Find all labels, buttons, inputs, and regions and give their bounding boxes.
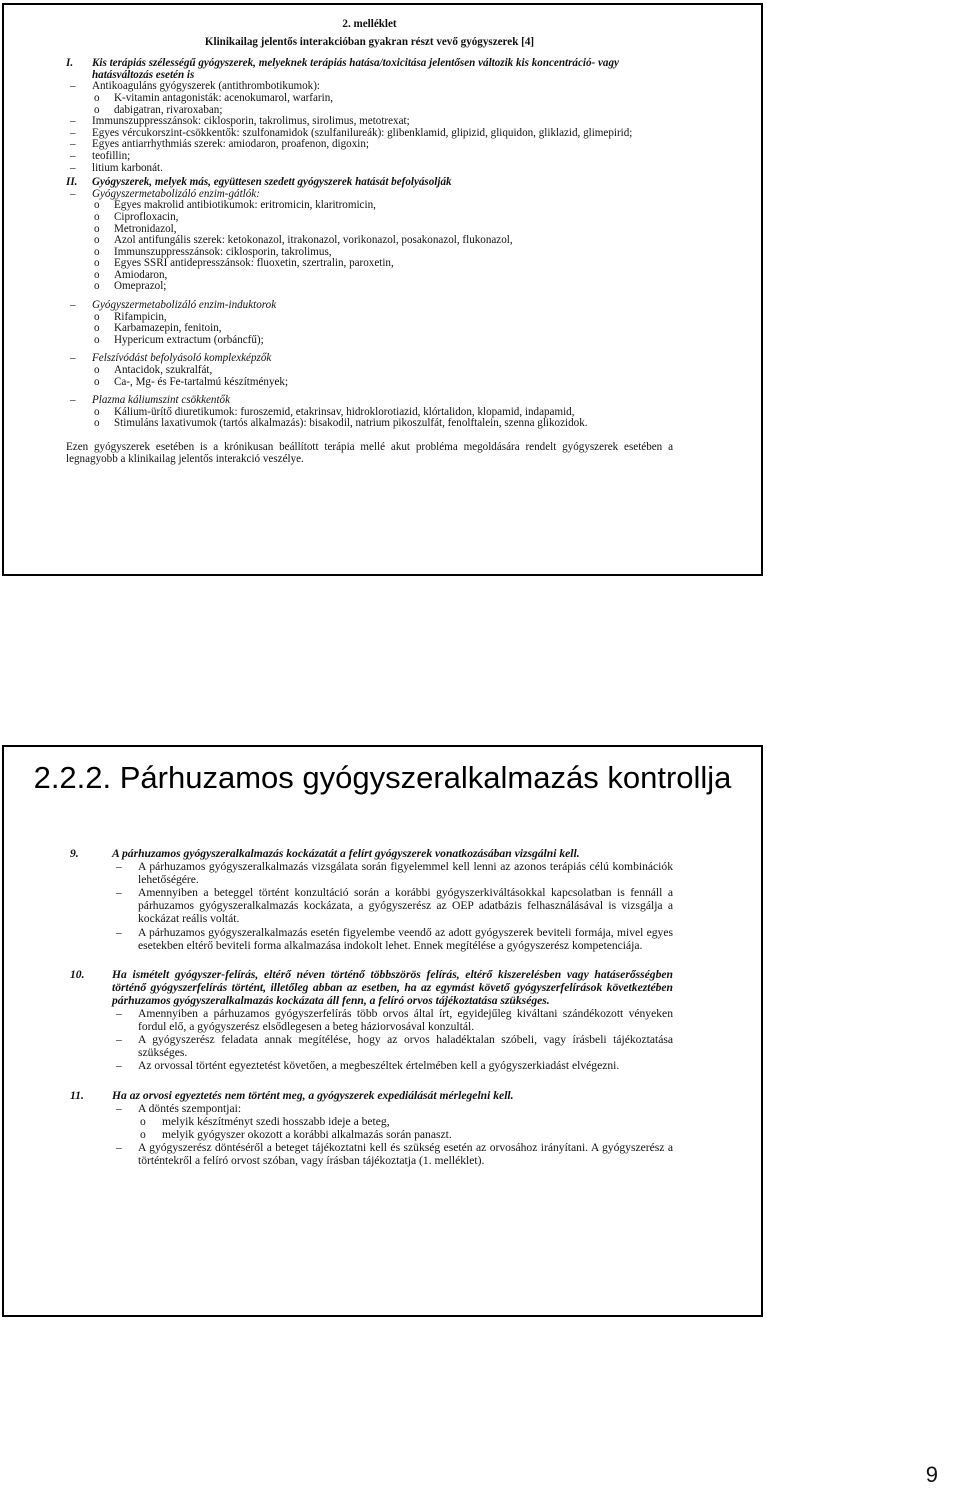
annex-heading: Klinikailag jelentős interakcióban gyakran részt vevő gyógyszerek [4] (204, 35, 535, 48)
sub-list-item: o Immunszuppresszánsok: ciklosporin, takrolimus, (94, 245, 332, 258)
guideline-document (66, 847, 673, 1167)
sub-list-item: o dabigatran, rivaroxaban; (94, 103, 223, 116)
sub-list-item: o Egyes SSRI antidepresszánsok: fluoxetin, szertralin, paroxetin, (94, 257, 394, 270)
sub-list-item: o Amiodaron, (94, 268, 168, 281)
sub-list-item: o Hypericum extractum (orbáncfű); (94, 333, 264, 346)
sub-list-item: o Ciprofloxacin, (94, 210, 179, 223)
list-item: – Antikoaguláns gyógyszerek (antithrombotikumok): (70, 80, 320, 93)
sub-list-item: o Kálium-ürítő diuretikumok: furoszemid, etakrinsav, hidroklorotiazid, klórtalidon, klopamid, indapamid, (94, 405, 575, 418)
slide-title: 2.2.2. Párhuzamos gyógyszeralkalmazás kontrollja (33, 760, 732, 795)
list-item: – Amennyiben a beteggel történt konzultáció során a korábbi gyógyszerkiváltásokkal kapcsolatban is fennáll a párhuzamos gyógyszeralkalmazás kockázata, a gyógyszerész az OEP adatbázis felhasználásával is vizsgálja a kockázat reális voltát. (116, 886, 673, 926)
sub-list-item: o Karbamazepin, fenitoin, (94, 322, 222, 335)
item-heading: 10. Ha ismételt gyógyszer-felírás, eltérő néven történő többszörös felírás, eltérő kiszerelésben vagy hatáserősségben történő gyógyszerfelírás történt, illetőleg abban az esetben, ha az egymást követő gyógyszerfelírások következtében párhuzamos gyógyszeralkalmazás kockázata áll fenn, a felíró orvos tájékoztatása szükséges. (70, 967, 673, 1007)
list-item: – Egyes vércukorszint-csökkentők: szulfonamidok (szulfanilureák): glibenklamid, glipizid, gliquidon, gliklazid, glimepirid; (70, 126, 633, 139)
sub-list-item: o Egyes makrolid antibiotikumok: eritromicin, klaritromicin, (94, 199, 376, 212)
annex-title: 2. melléklet (342, 18, 397, 30)
sub-list-item: o K-vitamin antagonisták: acenokumarol, warfarin, (94, 91, 334, 104)
list-item: – Egyes antiarrhythmiás szerek: amiodaron, proafenon, digoxin; (70, 138, 369, 151)
item-heading: 11. Ha az orvosi egyeztetés nem történt meg, a gyógyszerek expediálását mérlegelni kell. (70, 1088, 514, 1102)
sub-list-item: o Metronidazol, (94, 222, 177, 235)
sub-list-item: o Ca-, Mg- és Fe-tartalmú készítmények; (94, 375, 289, 388)
list-item: – litium karbonát. (70, 161, 163, 174)
group-title: – Felszívódást befolyásoló komplexképzők (70, 352, 272, 365)
list-item: – Az orvossal történt egyeztetést követően, a megbeszéltek értelmében kell a gyógyszerkiadást elvégezni. (116, 1059, 620, 1073)
sub-list-item: o Rifampicin, (94, 310, 167, 323)
list-item: – A párhuzamos gyógyszeralkalmazás esetén figyelembe veendő az adott gyógyszerek beviteli formája, mivel egyes esetekben eltérő beviteli forma alkalmazása indokolt lehet. Ennek megítélése a gyógyszerész kompetenciája. (116, 925, 673, 952)
item-heading: 9. A párhuzamos gyógyszeralkalmazás kockázatát a felírt gyógyszerek vonatkozásában vizsgálni kell. (70, 847, 580, 860)
list-item: – teofillin; (70, 149, 131, 162)
sub-list-item: o Azol antifungális szerek: ketokonazol, itrakonazol, vorikonazol, posakonazol, flukonazol, (94, 234, 513, 247)
sub-list-item: o Antacidok, szukralfát, (94, 364, 213, 377)
page-number: 9 (925, 1462, 938, 1487)
list-item: – Immunszuppresszánsok: ciklosporin, takrolimus, sirolimus, metotrexat; (70, 115, 410, 128)
sub-list-item: o melyik készítményt szedi hosszabb ideje a beteg, (140, 1114, 390, 1128)
annex-document (66, 19, 673, 465)
group-title: – Plazma káliumszint csökkentők (70, 394, 231, 407)
list-item: – A gyógyszerész feladata annak megítélése, hogy az orvos haladéktalan szóbeli, vagy írásbeli tájékoztatása szükséges. (116, 1033, 673, 1060)
sub-list-item: o melyik gyógyszer okozott a korábbi alkalmazás során panaszt. (140, 1127, 452, 1141)
sub-list-item: o Omeprazol; (94, 280, 167, 293)
slide-parallel-medication (2, 745, 763, 1317)
section-2-title: II. Gyógyszerek, melyek más, együttesen szedett gyógyszerek hatását befolyásolják (66, 176, 452, 189)
sub-list-item: o Stimuláns laxativumok (tartós alkalmazás): bisakodil, natrium pikoszulfát, fenolftalein, szenna glikozidok. (94, 417, 588, 430)
list-item: – A döntés szempontjai: (116, 1101, 242, 1115)
list-item: – A párhuzamos gyógyszeralkalmazás vizsgálata során figyelemmel kell lenni az azonos terápiás célú kombinációk lehetőségére. (116, 860, 673, 887)
list-item: – Amennyiben a párhuzamos gyógyszerfelírás több orvos által írt, egyidejűleg kiváltani szándékozott vényeken fordul elő, a gyógyszerész elsődlegesen a beteg háziorvosával konzultál. (116, 1007, 673, 1034)
group-title: – Gyógyszermetabolizáló enzim-induktorok (70, 299, 277, 312)
list-item: – A gyógyszerész döntéséről a beteget tájékoztatni kell és szükség esetén az orvosához irányítani. A gyógyszerész a történtekről a felíró orvost szóban, vagy írásban tájékoztatja (1. melléklet). (116, 1140, 673, 1167)
section-1-title: I. Kis terápiás szélességű gyógyszerek, melyeknek terápiás hatása/toxicitása jelentősen változik kis koncentráció- vagy hatásváltozás esetén is (66, 57, 619, 81)
slide-annex-2 (2, 3, 763, 576)
closing-paragraph: Ezen gyógyszerek esetében is a krónikusan beállított terápia mellé akut probléma megoldására rendelt gyógyszerek esetében a legnagyobb a klinikailag jelentős interakció veszélye. (66, 441, 673, 465)
group-title: – Gyógyszermetabolizáló enzim-gátlók: (70, 187, 260, 200)
